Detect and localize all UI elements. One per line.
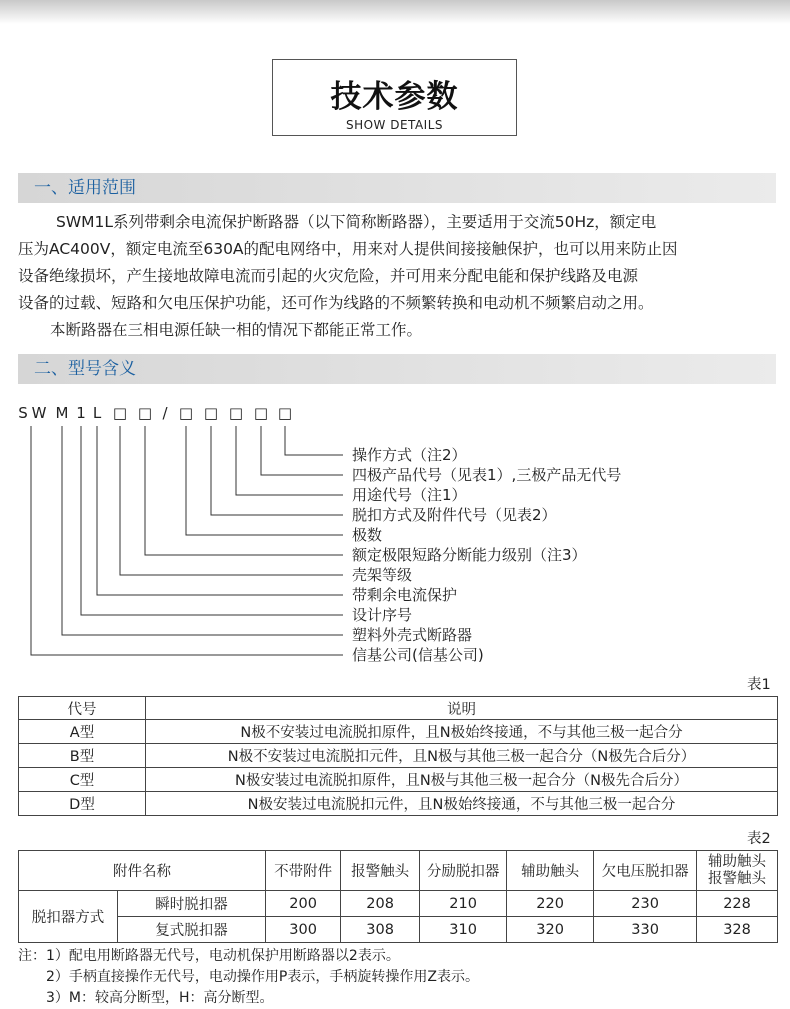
code-char: 1 — [76, 404, 86, 422]
table2-cell: 200 — [266, 891, 341, 917]
code-char: S — [18, 404, 28, 422]
table1-caption: 表1 — [747, 677, 771, 693]
title-box — [272, 59, 517, 136]
table1-code: B型 — [19, 744, 146, 768]
code-box: □ — [277, 404, 293, 422]
code-box: □ — [112, 404, 128, 422]
scope-text — [18, 209, 780, 344]
note-line: 2）手柄直接操作无代号，电动操作用P表示，手柄旋转操作用Z表示。 — [46, 969, 479, 985]
model-label: 带剩余电流保护 — [352, 586, 458, 604]
table-row — [19, 768, 778, 792]
leader-line — [211, 426, 343, 515]
leader-line — [285, 426, 343, 455]
model-diagram — [0, 398, 790, 668]
table2-group-label: 脱扣器方式 — [19, 891, 118, 943]
page-subtitle: SHOW DETAILS — [345, 118, 444, 132]
table2-caption: 表2 — [747, 831, 771, 847]
table2-cell: 230 — [594, 891, 697, 917]
scope-line-5: 本断路器在三相电源任缺一相的情况下都能正常工作。 — [50, 321, 423, 339]
table2-header: 分励脱扣器 — [420, 851, 507, 891]
table-row — [19, 744, 778, 768]
table1-code: C型 — [19, 768, 146, 792]
table1-header-row — [19, 697, 778, 720]
table1-header-desc: 说明 — [146, 697, 778, 720]
code-char: L — [92, 404, 102, 422]
table-row — [19, 720, 778, 744]
page-title: 技术参数 — [330, 79, 459, 115]
code-box: □ — [253, 404, 269, 422]
table1-desc: N极安装过电流脱扣元件，且N极始终接通，不与其他三极一起合分 — [146, 792, 778, 816]
code-box: □ — [228, 404, 244, 422]
table1-code: D型 — [19, 792, 146, 816]
table2-header-name: 附件名称 — [19, 851, 266, 891]
table2-cell: 220 — [507, 891, 594, 917]
table-row — [19, 891, 778, 917]
table2-row-name: 复式脱扣器 — [118, 917, 266, 943]
table1-desc: N极不安装过电流脱扣元件，且N极与其他三极一起合分（N极先合后分） — [146, 744, 778, 768]
leader-line — [186, 426, 343, 535]
table2-header-row — [19, 851, 778, 891]
model-label: 操作方式（注2） — [352, 446, 467, 464]
table2-cell: 210 — [420, 891, 507, 917]
leader-line — [31, 426, 343, 655]
table1-desc: N极安装过电流脱扣原件，且N极与其他三极一起合分（N极先合后分） — [146, 768, 778, 792]
code-char: M — [55, 404, 69, 422]
table2-cell: 328 — [697, 917, 778, 943]
top-shadow — [0, 0, 790, 24]
leader-line — [97, 426, 343, 595]
table2-cell: 208 — [341, 891, 420, 917]
table-row — [19, 792, 778, 816]
table1-header-code: 代号 — [19, 697, 146, 720]
table2-cell: 330 — [594, 917, 697, 943]
note-line: 3）M：较高分断型，H：高分断型。 — [46, 990, 274, 1006]
table1 — [18, 696, 778, 816]
model-label: 塑料外壳式断路器 — [352, 626, 473, 644]
leader-line — [62, 426, 343, 635]
model-label: 设计序号 — [352, 606, 413, 624]
code-box: □ — [203, 404, 219, 422]
table2-header-line: 报警触头 — [708, 870, 767, 887]
section-heading-scope: 一、适用范围 — [18, 173, 776, 203]
scope-line-1: SWM1L系列带剩余电流保护断路器（以下简称断路器），主要适用于交流50Hz，额定电 — [56, 213, 657, 231]
section-heading-model: 二、型号含义 — [18, 354, 776, 384]
leader-line — [261, 426, 343, 475]
model-label: 极数 — [352, 526, 383, 544]
table1-code: A型 — [19, 720, 146, 744]
table2-header: 欠电压脱扣器 — [594, 851, 697, 891]
scope-line-2: 压为AC400V，额定电流至630A的配电网络中，用来对人提供间接接触保护，也可以用来防止因 — [18, 240, 678, 258]
code-slash: / — [162, 404, 168, 422]
scope-line-4: 设备的过载、短路和欠电压保护功能，还可作为线路的不频繁转换和电动机不频繁启动之用。 — [18, 294, 654, 312]
leader-line — [145, 426, 343, 555]
model-label: 壳架等级 — [352, 566, 413, 584]
model-label: 信基公司(信基公司) — [352, 646, 484, 664]
table2-header: 不带附件 — [266, 851, 341, 891]
table2-header-line: 辅助触头 — [708, 853, 767, 870]
table-row — [19, 917, 778, 943]
table2-header: 辅助触头 — [507, 851, 594, 891]
model-label: 四极产品代号（见表1）,三极产品无代号 — [352, 466, 622, 484]
table2-cell: 300 — [266, 917, 341, 943]
scope-line-3: 设备绝缘损坏，产生接地故障电流而引起的火灾危险，并可用来分配电能和保护线路及电源 — [18, 267, 639, 285]
leader-line — [236, 426, 343, 495]
table2-cell: 310 — [420, 917, 507, 943]
code-box: □ — [178, 404, 194, 422]
table2-header: 报警触头 — [341, 851, 420, 891]
note-line: 注：1）配电用断路器无代号，电动机保护用断路器以2表示。 — [18, 948, 400, 964]
code-char: W — [31, 404, 47, 422]
model-label: 额定极限短路分断能力级别（注3） — [352, 546, 587, 564]
model-label: 用途代号（注1） — [352, 486, 467, 504]
table2-cell: 228 — [697, 891, 778, 917]
table2-header-combined — [697, 851, 778, 891]
code-box: □ — [137, 404, 153, 422]
table1-desc: N极不安装过电流脱扣原件，且N极始终接通，不与其他三极一起合分 — [146, 720, 778, 744]
leader-line — [120, 426, 343, 575]
table2-cell: 320 — [507, 917, 594, 943]
table2-cell: 308 — [341, 917, 420, 943]
table2-row-name: 瞬时脱扣器 — [118, 891, 266, 917]
notes — [18, 946, 479, 1009]
model-label: 脱扣方式及附件代号（见表2） — [352, 506, 557, 524]
table2 — [18, 850, 778, 943]
